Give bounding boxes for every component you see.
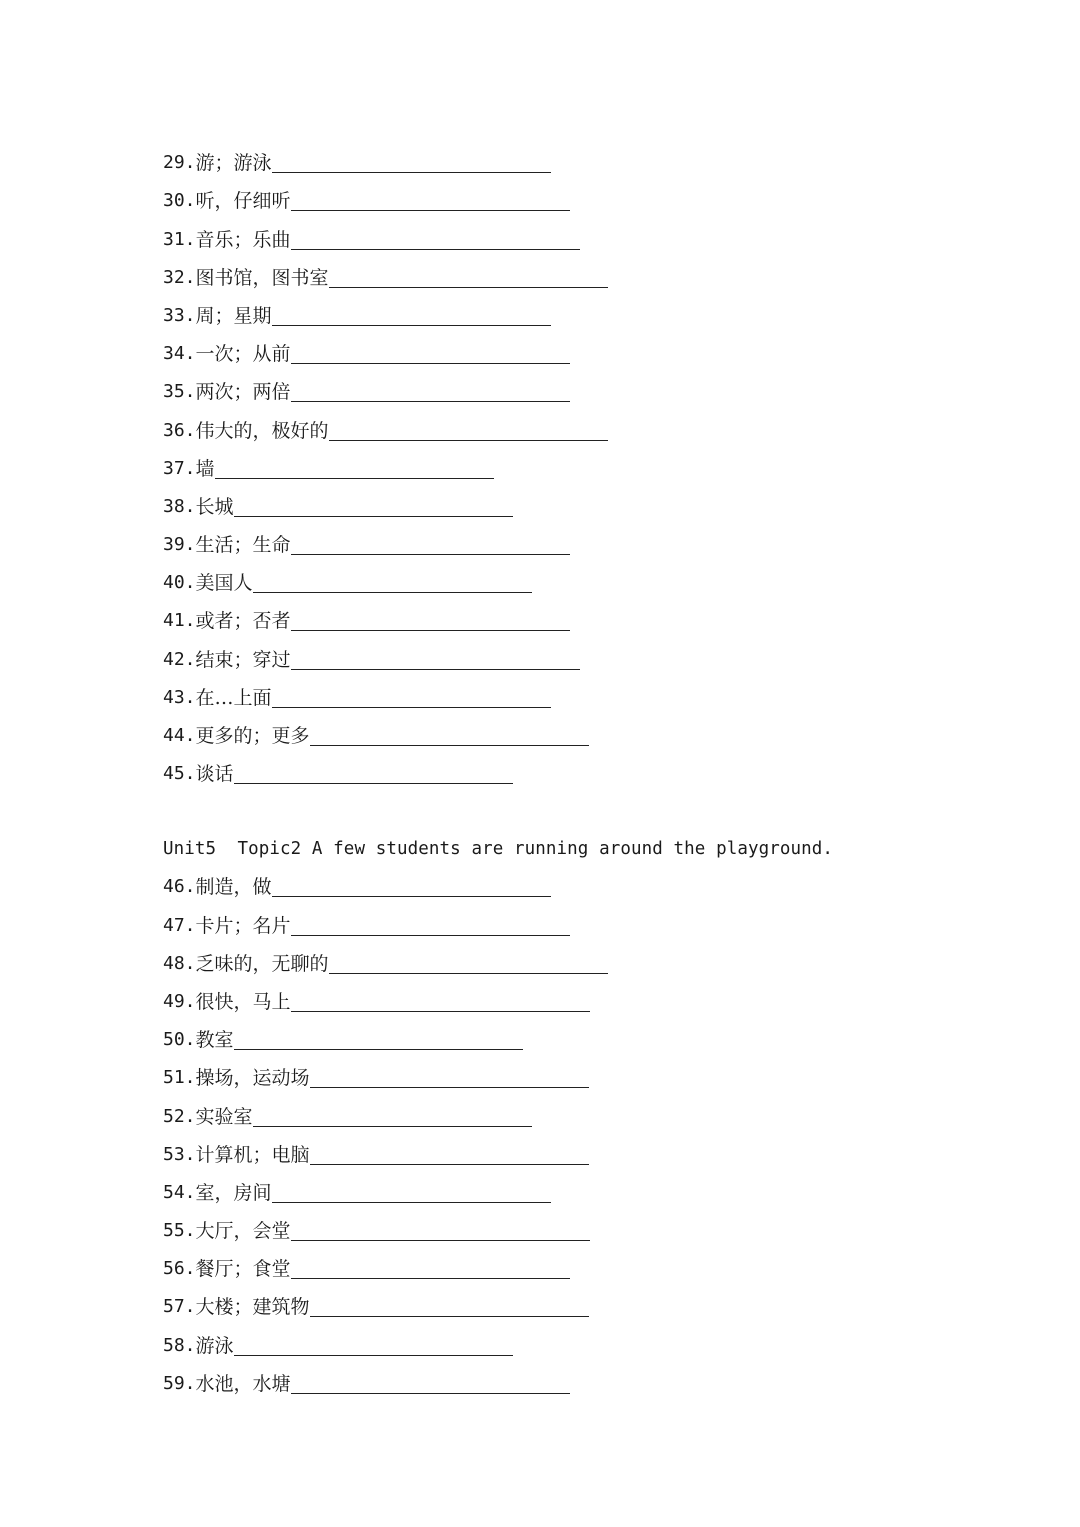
item-label: 操场，运动场 [195,1067,310,1090]
item-label: 制造，做 [195,876,272,899]
answer-blank[interactable] [234,496,513,517]
vocab-list-section-2 [163,823,923,1396]
list-item [163,519,923,557]
list-item [163,1014,923,1052]
item-number: 30. [163,190,196,212]
vocab-list-section-1 [163,137,923,786]
item-label: 很快，马上 [195,990,291,1013]
list-item [163,1281,923,1319]
item-label: 卡片；名片 [195,914,291,937]
answer-blank[interactable] [329,267,608,288]
list-item [163,1129,923,1167]
answer-blank[interactable] [291,610,570,631]
item-number: 59. [163,1372,196,1394]
item-number: 49. [163,990,196,1012]
item-label: 计算机；电脑 [195,1143,310,1166]
list-item [163,899,923,937]
answer-blank[interactable] [291,991,590,1012]
answer-blank[interactable] [234,763,513,784]
item-number: 44. [163,725,196,746]
answer-blank[interactable] [291,381,570,402]
item-number: 36. [163,419,196,441]
item-label: 图书馆，图书室 [195,266,329,289]
item-number: 40. [163,572,196,594]
item-label: 一次；从前 [195,343,291,366]
item-number: 56. [163,1258,196,1280]
item-number: 33. [163,304,196,326]
item-label: 大厅，会堂 [195,1220,291,1243]
answer-blank[interactable] [272,305,551,326]
answer-blank[interactable] [291,1258,570,1279]
item-label: 或者；否者 [195,610,291,633]
answer-blank[interactable] [272,876,551,897]
answer-blank[interactable] [253,572,532,593]
list-item [163,861,923,899]
item-label: 教室 [195,1029,234,1052]
item-label: 实验室 [195,1105,253,1128]
item-number: 38. [163,495,196,517]
item-number: 45. [163,763,196,785]
answer-blank[interactable] [291,1373,570,1394]
list-item [163,137,923,175]
list-item [163,595,923,633]
answer-blank[interactable] [234,1335,513,1356]
answer-blank[interactable] [234,1029,523,1050]
list-item [163,1052,923,1090]
answer-blank[interactable] [291,1220,590,1241]
section-heading: Unit5 Topic2 A few students are running around the playground. [163,839,834,860]
answer-blank[interactable] [291,190,570,211]
list-item [163,976,923,1014]
item-number: 50. [163,1029,196,1051]
list-item [163,481,923,519]
item-number: 41. [163,610,196,632]
answer-blank[interactable] [215,458,494,479]
item-label: 长城 [195,495,234,518]
item-label: 大楼；建筑物 [195,1296,310,1319]
list-item [163,938,923,976]
item-label: 游泳 [195,1334,234,1357]
list-item [163,290,923,328]
answer-blank[interactable] [272,152,551,173]
answer-blank[interactable] [272,687,551,708]
item-number: 47. [163,914,196,936]
item-label: 周；星期 [195,304,272,327]
list-item [163,672,923,710]
answer-blank[interactable] [291,534,570,555]
answer-blank[interactable] [329,420,608,441]
item-number: 31. [163,228,196,250]
list-item [163,1167,923,1205]
item-number: 29. [163,152,196,174]
item-number: 52. [163,1105,196,1127]
item-number: 42. [163,648,196,670]
item-number: 55. [163,1220,196,1242]
answer-blank[interactable] [310,1296,589,1317]
list-item [163,1243,923,1281]
answer-blank[interactable] [329,953,608,974]
item-label: 乏味的，无聊的 [195,952,329,975]
item-label: 谈话 [195,763,234,786]
item-label: 听，仔细听 [195,190,291,213]
item-label: 更多的；更多 [195,725,310,747]
answer-blank[interactable] [291,343,570,364]
item-number: 35. [163,381,196,403]
item-label: 生活；生命 [195,534,291,557]
list-item [163,1090,923,1128]
list-item [163,710,923,748]
answer-blank[interactable] [310,1067,589,1088]
list-item [163,328,923,366]
item-label: 结束；穿过 [195,648,291,671]
list-item [163,366,923,404]
list-item [163,557,923,595]
answer-blank[interactable] [291,649,580,670]
list-item [163,1205,923,1243]
item-label: 水池，水塘 [195,1372,291,1395]
item-label: 伟大的，极好的 [195,419,329,442]
item-number: 54. [163,1181,196,1203]
item-number: 57. [163,1296,196,1318]
item-number: 46. [163,876,196,898]
item-number: 53. [163,1143,196,1165]
item-label: 音乐；乐曲 [195,228,291,251]
item-label: 游；游泳 [195,152,272,175]
answer-blank[interactable] [310,1144,589,1165]
list-item [163,175,923,213]
item-number: 37. [163,457,196,479]
item-label: 美国人 [195,572,253,595]
list-item [163,1358,923,1396]
item-number: 34. [163,343,196,365]
answer-blank[interactable] [310,725,589,746]
item-label: 两次；两倍 [195,381,291,404]
answer-blank[interactable] [291,229,580,250]
item-label: 在…上面 [195,686,272,709]
answer-blank[interactable] [291,915,570,936]
item-number: 58. [163,1334,196,1356]
item-number: 43. [163,686,196,708]
item-label: 餐厅；食堂 [195,1258,291,1281]
answer-blank[interactable] [253,1106,532,1127]
answer-blank[interactable] [272,1182,551,1203]
list-item [163,633,923,671]
list-item [163,1319,923,1357]
item-number: 48. [163,952,196,974]
item-label: 墙 [195,457,215,480]
item-number: 32. [163,266,196,288]
list-item [163,404,923,442]
item-number: 51. [163,1067,196,1089]
list-item [163,443,923,481]
item-label: 室，房间 [195,1181,272,1204]
list-item [163,252,923,290]
item-number: 39. [163,534,196,556]
list-item [163,748,923,786]
list-item [163,213,923,251]
